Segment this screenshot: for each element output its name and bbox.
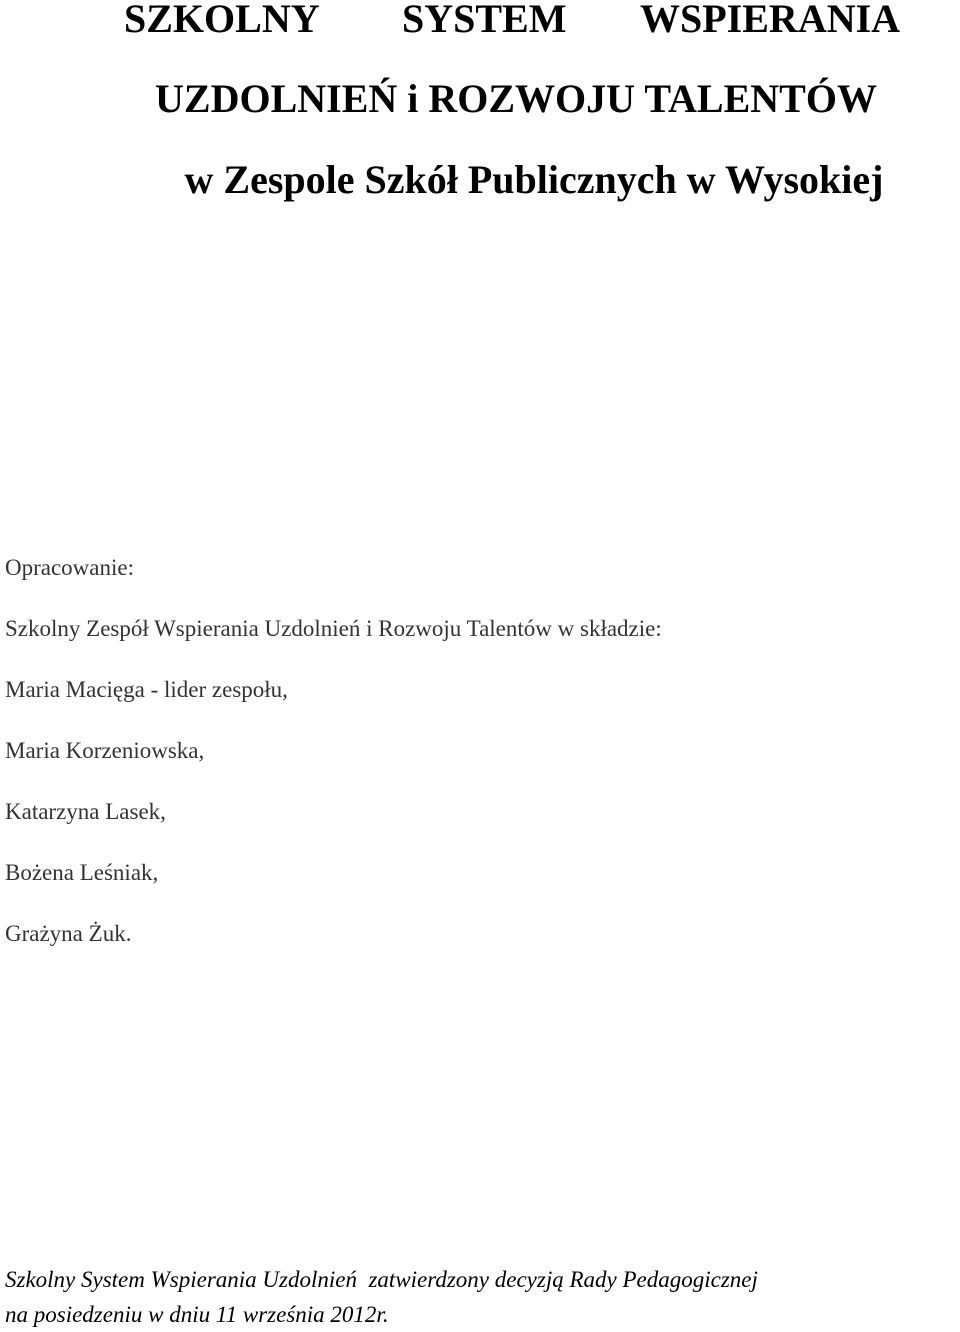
approval-note-line-1: Szkolny System Wspierania Uzdolnień zatwierdzony decyzją Rady Pedagogicznej [5, 1267, 758, 1292]
title-word-2: SYSTEM [402, 0, 567, 41]
title-word-1: SZKOLNY [124, 0, 320, 41]
credits-heading: Opracowanie: [5, 555, 134, 580]
credits-section [5, 537, 945, 964]
document-title-line-2: UZDOLNIEŃ i ROZWOJU TALENTÓW [155, 76, 877, 121]
approval-note-line-2: na posiedzeniu w dniu 11 września 2012r. [5, 1302, 389, 1327]
team-member: Bożena Leśniak, [5, 860, 159, 885]
team-member: Katarzyna Lasek, [5, 799, 166, 824]
team-description: Szkolny Zespół Wspierania Uzdolnień i Rozwoju Talentów w składzie: [5, 616, 662, 641]
document-title-line-3: w Zespole Szkół Publicznych w Wysokiej [184, 157, 884, 202]
approval-note [5, 1262, 955, 1332]
title-word-3: WSPIERANIA [640, 0, 901, 41]
team-member: Maria Korzeniowska, [5, 738, 205, 763]
team-member: Maria Macięga - lider zespołu, [5, 677, 288, 702]
team-member: Grażyna Żuk. [5, 921, 132, 946]
